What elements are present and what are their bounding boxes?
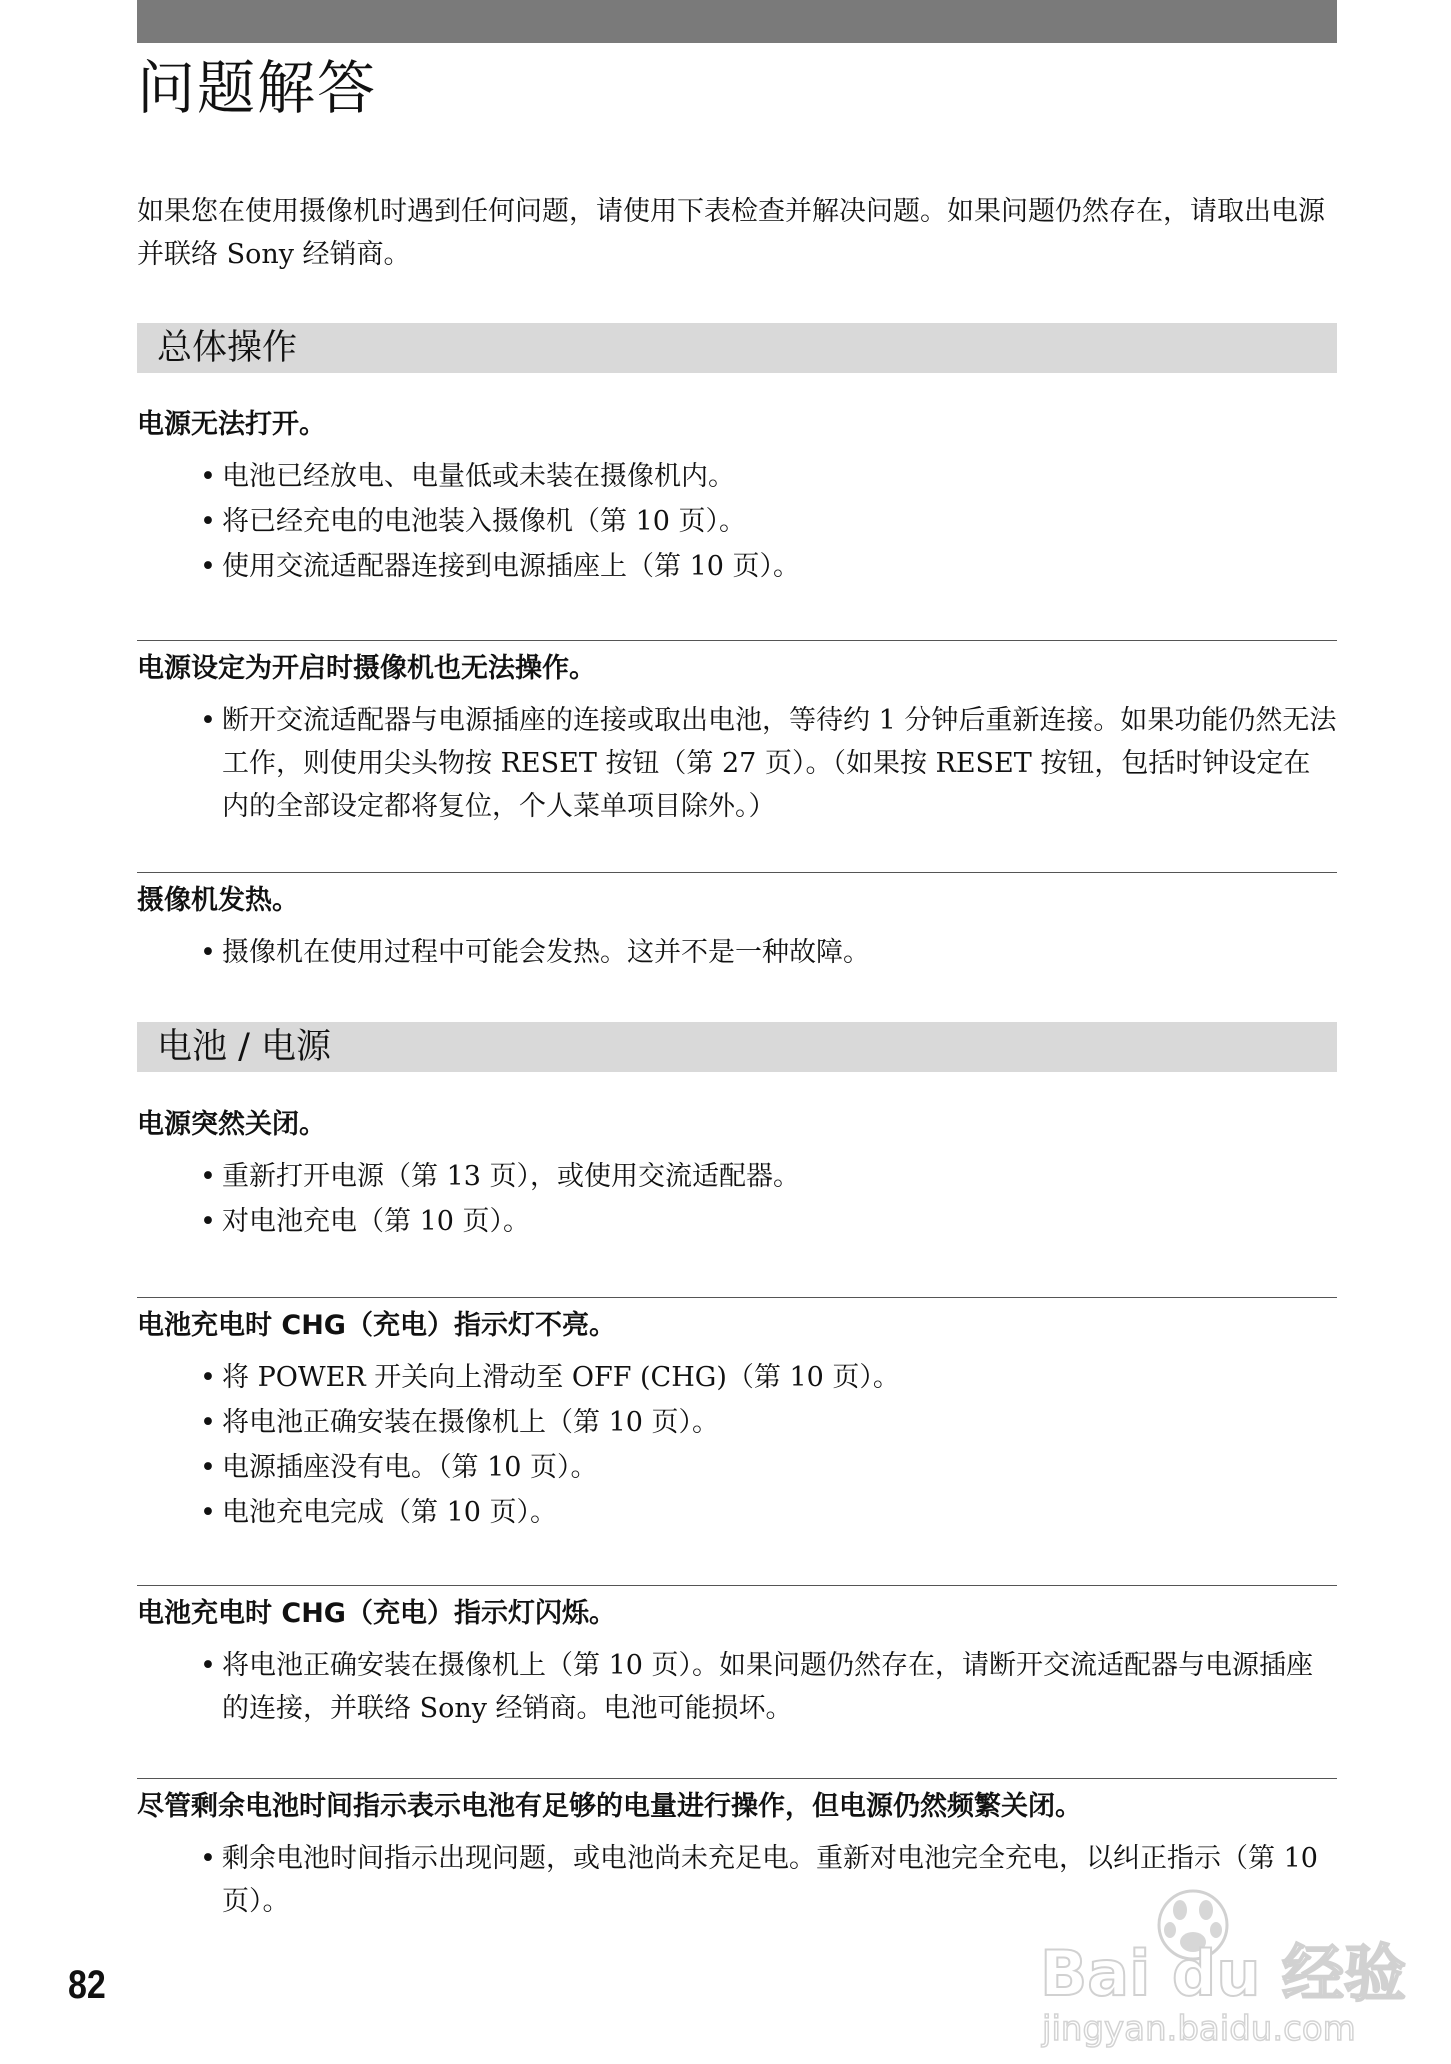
section-title: 总体操作 [157, 328, 298, 368]
watermark-logo-text: Bai du 经验 [1040, 1937, 1407, 2010]
top-bar [137, 0, 1337, 43]
section-title: 电池 / 电源 [157, 1027, 332, 1067]
watermark-url: jingyan.baidu.com [1042, 2009, 1356, 2049]
bullet-icon: • [200, 506, 216, 537]
qa-item [137, 1297, 1337, 1536]
section-header-battery [137, 1022, 1337, 1072]
qa-item [137, 640, 1337, 830]
bullet-icon: • [200, 705, 216, 736]
bullet-icon: • [200, 937, 216, 968]
answer-item: • 将已经充电的电池装入摄像机（第 10 页）。 [137, 500, 1337, 543]
bullet-icon: • [200, 1650, 216, 1681]
bullet-icon: • [200, 1362, 216, 1393]
bullet-icon: • [200, 551, 216, 582]
bullet-icon: • [200, 1843, 216, 1874]
answer-item: • 电池充电完成（第 10 页）。 [137, 1491, 1337, 1534]
answer-item: • 重新打开电源（第 13 页），或使用交流适配器。 [137, 1155, 1337, 1198]
answer-list [137, 1644, 1337, 1730]
intro-paragraph: 如果您在使用摄像机时遇到任何问题，请使用下表检查并解决问题。如果问题仍然存在，请取出电源并联络 Sony 经销商。 [137, 196, 1325, 270]
section-header-general [137, 323, 1337, 373]
bullet-icon: • [200, 1206, 216, 1237]
question: 电池充电时 CHG（充电）指示灯闪烁。 [137, 1598, 616, 1629]
answer-item: • 使用交流适配器连接到电源插座上（第 10 页）。 [137, 545, 1337, 588]
question: 电源突然关闭。 [137, 1109, 326, 1140]
answer-item: • 摄像机在使用过程中可能会发热。这并不是一种故障。 [137, 931, 1337, 974]
answer-item: • 将电池正确安装在摄像机上（第 10 页）。如果问题仍然存在，请断开交流适配器与电源插座的连接，并联络 Sony 经销商。电池可能损坏。 [137, 1644, 1337, 1730]
page-title: 问题解答 [137, 54, 378, 122]
qa-item [137, 872, 1337, 976]
answer-item: • 将电池正确安装在摄像机上（第 10 页）。 [137, 1401, 1337, 1444]
answer-item: • 将 POWER 开关向上滑动至 OFF (CHG)（第 10 页）。 [137, 1356, 1337, 1399]
bullet-icon: • [200, 1161, 216, 1192]
question: 电源设定为开启时摄像机也无法操作。 [137, 653, 596, 684]
answer-list [137, 699, 1337, 828]
question: 电池充电时 CHG（充电）指示灯不亮。 [137, 1310, 616, 1341]
qa-item [137, 1105, 1337, 1245]
answer-item: • 电池已经放电、电量低或未装在摄像机内。 [137, 455, 1337, 498]
answer-item: • 断开交流适配器与电源插座的连接或取出电池，等待约 1 分钟后重新连接。如果功能仍然无法工作，则使用尖头物按 RESET 按钮（第 27 页）。（如果按 RESET 按钮，包括时钟设定在内的全部设定都将复位，个人菜单项目除外。） [137, 699, 1337, 828]
answer-item: • 电源插座没有电。（第 10 页）。 [137, 1446, 1337, 1489]
question: 电源无法打开。 [137, 409, 326, 440]
answer-list [137, 931, 1337, 974]
answer-item: • 对电池充电（第 10 页）。 [137, 1200, 1337, 1243]
answer-list [137, 1356, 1337, 1534]
bullet-icon: • [200, 1452, 216, 1483]
answer-item: • 剩余电池时间指示出现问题，或电池尚未充足电。重新对电池完全充电，以纠正指示（第 10 页）。 [137, 1837, 1337, 1923]
answer-list [137, 455, 1337, 588]
bullet-icon: • [200, 1497, 216, 1528]
baidu-jingyan-watermark-logo [1030, 1870, 1430, 2050]
page-number: 82 [68, 1963, 106, 2007]
answer-list [137, 1155, 1337, 1243]
qa-item [137, 405, 1337, 590]
bullet-icon: • [200, 461, 216, 492]
question: 尽管剩余电池时间指示表示电池有足够的电量进行操作，但电源仍然频繁关闭。 [137, 1791, 1082, 1822]
question: 摄像机发热。 [137, 885, 299, 916]
qa-item [137, 1585, 1337, 1732]
bullet-icon: • [200, 1407, 216, 1438]
